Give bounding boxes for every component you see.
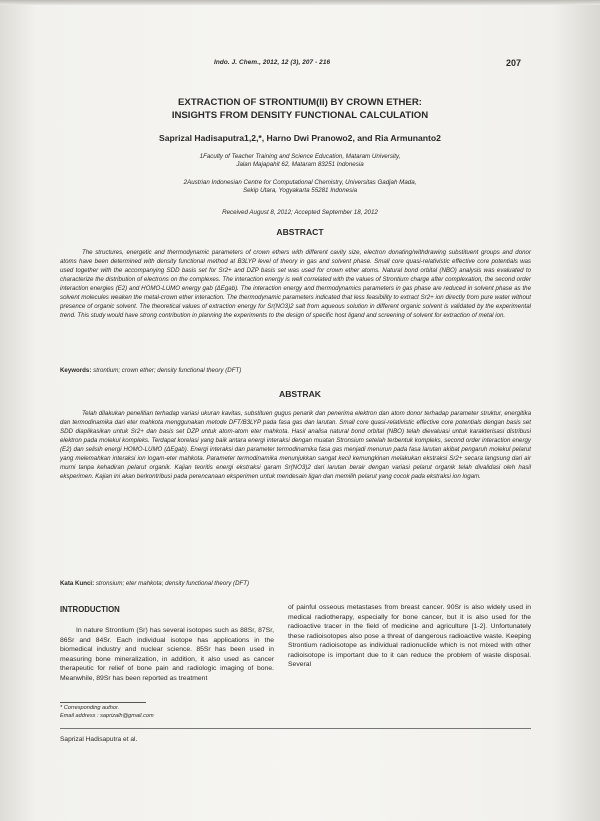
corresponding-author-note: * Corresponding author. <box>60 705 120 711</box>
corresponding-email: Email address : saprizalh@gmail.com <box>60 713 154 719</box>
keywords-label: Keywords: <box>60 367 92 374</box>
abstract-body <box>60 248 531 320</box>
abstract-paragraph: The structures, energetic and thermodynamic parameters of crown ethers with different cavity size, electron donating/withdrawing substituent groups and donor atoms have been determined with density functional method at B3LYP level of theory in gas and solvent phase. Small core quasi-relativistic effective core potentials was used together with the accompanying SDD basis set for Sr2+ and DZP basis set was used for crown ether atoms. Natural bond orbital (NBO) analysis was evaluated to characterize the distribution of electrons on the complexes. The interaction energy is well correlated with the values of Strontium charge after complexation, the second order interaction energies (E2) and HOMO-LUMO energy gab (ΔEgab). The interaction energy and thermodynamics parameters in gas phase are reduced in solvent phase as the solvent molecules weaken the metal-crown ether interaction. The thermodynamic parameters indicated that less feasibility to extract Sr2+ ion directly from pure water without presence of organic solvent. The theoretical values of extraction energy for Sr(NO3)2 salt from aqueous solution in different organic solvent is validated by the experimental trend. This study would have strong contribution in planning the experiments to the design of specific host ligand and screening of solvent for extraction of metal ion. <box>60 249 531 319</box>
introduction-right-text: of painful osseous metastases from breast cancer. 90Sr is also widely used in medical radiotherapy, especially for bone cancer, but it is also used for the radioactive tracer in the field of medicine and agriculture [1-2]. Unfortunately these radioisotopes also pose a threat of dangerous radioactive waste. Keeping Strontium radioisotope as individual radionuclide which is not mixed with other radioisotope is important due to it can reduce the problem of waste disposal. Several <box>288 604 531 668</box>
introduction-left-column <box>60 626 274 683</box>
introduction-left-text: In nature Strontium (Sr) has several isotopes such as 88Sr, 87Sr, 86Sr and 84Sr. Each individual isotope has applications in the biomedical industry and nuclear science. 85Sr has been used in measuring bone mineralization, in addition, it also used as cancer therapeutic for relief of bone pain and radiologic imaging of bone. Meanwhile, 89Sr has been reported as treatment <box>60 627 274 682</box>
title-line-1: EXTRACTION OF STRONTIUM(II) BY CROWN ETHER: <box>178 97 422 108</box>
page-number: 207 <box>506 58 522 68</box>
kata-kunci <box>60 580 531 587</box>
introduction-heading: INTRODUCTION <box>60 605 120 614</box>
scan-edge <box>0 0 600 5</box>
affiliation-1-line-2: Jalan Majapahit 62, Mataram 83251 Indonesia <box>236 161 364 169</box>
affiliation-2-line-2: Sekip Utara, Yogyakarta 55281 Indonesia <box>242 187 358 195</box>
footer-divider <box>60 728 531 729</box>
title-line-2: INSIGHTS FROM DENSITY FUNCTIONAL CALCULATION <box>171 110 429 121</box>
received-date: Received August 8, 2012; Accepted September 18, 2012 <box>222 209 378 216</box>
journal-citation: Indo. J. Chem., 2012, 12 (3), 207 - 216 <box>214 59 331 66</box>
affiliation-2 <box>100 179 500 196</box>
affiliation-1-line-1: 1Faculty of Teacher Training and Science Education, Mataram University, <box>199 153 401 160</box>
kata-kunci-text: stronsium; eter mahkota; density functional theory (DFT) <box>95 580 250 587</box>
affiliation-2-line-1: 2Austrian Indonesian Centre for Computational Chemistry, Universitas Gadjah Mada, <box>183 179 417 186</box>
keywords-text: strontium; crown ether; density functional theory (DFT) <box>93 367 242 374</box>
kata-kunci-label: Kata Kunci: <box>60 580 95 587</box>
author-list: Saprizal Hadisaputra1,2,*, Harno Dwi Pranowo2, and Ria Armunanto2 <box>159 133 441 143</box>
footnote-divider <box>60 702 146 703</box>
abstrak-heading: ABSTRAK <box>278 389 321 399</box>
paper-title <box>60 96 540 122</box>
abstrak-body <box>60 409 531 481</box>
abstrak-paragraph: Telah dilakukan penelitian terhadap variasi ukuran kavitas, substituen gugus penarik dan penerima elektron dan atom donor terhadap parameter struktur, energitika dan termodinamika dari eter mahkota menggunakan metode DFT/B3LYP pada fasa gas dan larutan. Small core quasi-relativistic effective core potentials dengan basis set SDD diaplikasikan untuk Sr2+ dan basis set DZP untuk atom-atom eter mahkota. Hasil analisa natural bond orbital (NBO) telah dievaluasi untuk karakterisasi distribusi elektron pada molekul kompleks. Terdapat korelasi yang baik antara energi interaksi dengan muatan Stronsium setelah terbentuk kompleks, second order interaction energy (E2) dan selisih energi HOMO-LUMO (ΔEgab). Energi interaksi dan parameter termodinamika fasa gas menjadi menurun pada fasa larutan akibat pengaruh molekul pelarut yang melemahkan interaksi ion logam-eter mahkota. Parameter termodinamika menunjukkan sangat kecil kemungkinan melakukan ekstraksi Sr2+ secara langsung dari air murni tanpa kehadiran pelarut organik. Kajian teoritis energi ekstraksi garam Sr(NO3)2 dari larutan berair dengan variasi pelarut organik telah divalidasi oleh hasil eksperimen. Kajian ini akan berkontribusi pada perencanaan eksperimen untuk mendesain ligan dan memilih pelarut yang cocok pada ekstraksi ion logam. <box>60 410 531 480</box>
affiliation-1 <box>100 153 500 170</box>
abstract-heading: ABSTRACT <box>276 227 324 237</box>
introduction-right-column <box>288 603 531 670</box>
footer-author: Saprizal Hadisaputra et al. <box>60 736 138 743</box>
keywords <box>60 367 531 374</box>
